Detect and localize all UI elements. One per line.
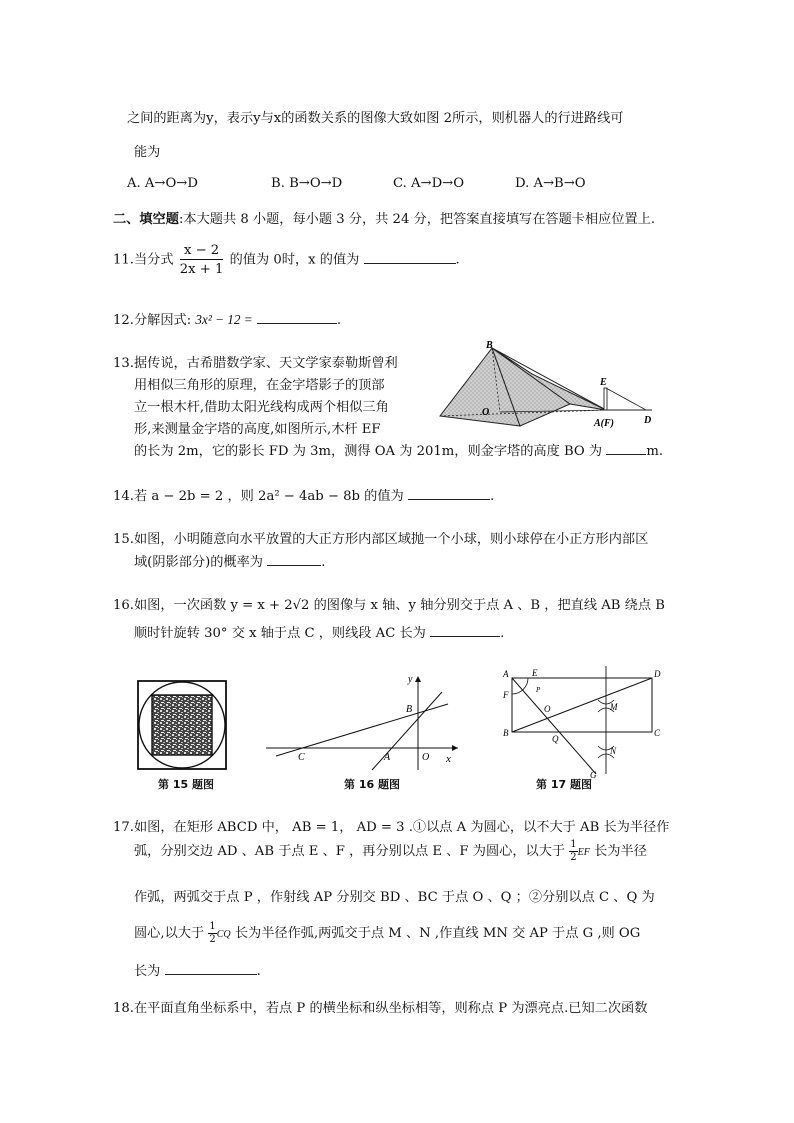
label-E: E — [532, 668, 538, 678]
label-Q: Q — [552, 734, 559, 744]
figure-16 — [262, 672, 462, 772]
x-axis-arrow — [452, 745, 458, 751]
label-D: D — [644, 415, 652, 426]
q13-line5 — [134, 440, 663, 459]
pyramid-figure — [420, 336, 660, 431]
label-O: O — [482, 407, 490, 418]
q17-half-den-2: 2 — [209, 934, 216, 945]
q17-half-den-1: 2 — [570, 852, 577, 863]
q13-line3: 立一根木杆,借助太阳光线构成两个相似三角 — [134, 400, 389, 415]
q14-text: 14.若 a − 2b = 2 ，则 2a² − 4ab − 8b 的值为 — [113, 489, 404, 504]
figure-17 — [500, 662, 668, 780]
label-M: M — [610, 702, 618, 712]
q17-line2a: 弧，分别交边 AD 、AB 于点 E 、F ，再分别以点 E 、F 为圆心，以大于 — [134, 844, 566, 859]
q17-half-fraction-1 — [569, 840, 577, 863]
q17-line5-text: 长为 — [134, 964, 161, 979]
label-E: E — [600, 377, 607, 388]
q16-line1: 16.如图，一次函数 y = x + 2√2 的图像与 x 轴、y 轴分别交于点 A 、B ，把直线 AB 绕点 B — [113, 598, 665, 613]
caption-15: 第 15 题图 — [158, 778, 214, 791]
label-y: y — [408, 674, 413, 685]
section-heading — [113, 208, 655, 227]
q17-line4 — [134, 922, 640, 945]
q14: 14.若 a − 2b = 2 ，则 2a² − 4ab − 8b 的值为 . — [113, 489, 495, 504]
label-F: F — [503, 690, 509, 700]
q12-num: 12. — [113, 313, 134, 328]
label-G: G — [590, 770, 597, 780]
q13-line4: 形,来测量金字塔的高度,如图所示,木杆 EF — [134, 422, 381, 437]
label-P: P — [536, 686, 541, 694]
q17-line4a: 圆心,以大于 — [134, 926, 205, 941]
label-AF: A(F) — [594, 418, 614, 429]
q11-pre: 当分式 — [133, 252, 174, 268]
q17-line5: 长为 . — [134, 964, 261, 979]
q17-half-fraction-2 — [208, 922, 216, 945]
q13-answer-blank[interactable] — [606, 442, 646, 455]
q17-line1: 17.如图，在矩形 ABCD 中， AB = 1， AD = 3 .①以点 A 为圆心，以不大于 AB 长为半径作 — [113, 820, 670, 835]
label-D: D — [654, 669, 661, 679]
q13-line1: 13.据传说，古希腊数学家、天文学家泰勒斯曾利 — [113, 356, 398, 371]
q17-line2 — [134, 840, 647, 863]
q12-answer-blank[interactable] — [257, 311, 337, 324]
q16-line2-text: 顺时针旋转 30° 交 x 轴于点 C ，则线段 AC 长为 — [134, 626, 426, 641]
q13-unit: m. — [646, 444, 664, 459]
label-B: B — [406, 704, 413, 715]
q17-line3: 作弧，两弧交于点 P ，作射线 AP 分别交 BD 、BC 于点 O 、Q ；②分别以点 C 、Q 为 — [134, 890, 655, 905]
label-B: B — [503, 728, 509, 738]
q11-numerator: x − 2 — [180, 244, 224, 260]
q15-line2-text: 域(阴影部分)的概率为 — [134, 555, 263, 570]
q10-line1: 之间的距离为y，表示y与x的函数关系的图像大致如图 2所示，则机器人的行进路线可 — [127, 111, 624, 126]
q11-answer-blank[interactable] — [364, 251, 456, 264]
q10-option-b: B. B→O→D — [271, 176, 343, 191]
q12: 12.分解因式: 3x² − 12 = . — [113, 312, 342, 328]
q17-cq: CQ — [216, 929, 231, 940]
section-title: 二、填空题 — [113, 212, 179, 227]
q18-line1: 18.在平面直角坐标系中，若点 P 的横坐标和纵坐标相等，则称点 P 为漂亮点.已知二次函数 — [113, 1001, 648, 1016]
q17-half-num-1: 1 — [570, 839, 577, 850]
q11-num: 11. — [113, 252, 134, 268]
label-O: O — [422, 752, 430, 763]
pole-ef — [604, 388, 607, 410]
sun-ray-pole — [606, 388, 646, 410]
q14-answer-blank[interactable] — [408, 487, 490, 500]
q13-line2: 用相似三角形的原理，在金字塔影子的顶部 — [134, 378, 385, 393]
caption-16: 第 16 题图 — [344, 778, 400, 791]
q15-line1: 15.如图，小明随意向水平放置的大正方形内部区域抛一个小球，则小球停在小正方形内部区 — [113, 532, 649, 547]
q15-answer-blank[interactable] — [267, 553, 321, 566]
label-C: C — [654, 728, 661, 738]
label-A: A — [384, 752, 391, 763]
label-O: O — [544, 704, 551, 714]
q12-expr: 3x² − 12 = — [195, 312, 253, 327]
q17-half-num-2: 1 — [209, 921, 216, 932]
ray-ap — [512, 678, 596, 774]
caption-17: 第 17 题图 — [536, 778, 592, 791]
figure-15 — [136, 680, 230, 772]
q17-line4b: 长为半径作弧,两弧交于点 M 、N ,作直线 MN 交 AP 于点 G ,则 OG — [234, 926, 641, 941]
q12-pre: 分解因式: — [133, 313, 192, 328]
q10-line2: 能为 — [134, 145, 161, 160]
q17-ef: EF — [577, 847, 590, 858]
q17-answer-blank[interactable] — [165, 962, 257, 975]
section-desc: :本大题共 8 小题，每小题 3 分，共 24 分，把答案直接填写在答题卡相应位置上. — [178, 212, 656, 227]
q10-option-d: D. A→B→O — [515, 176, 586, 191]
label-C: C — [298, 752, 305, 763]
label-A: A — [503, 669, 509, 679]
q11-fraction — [180, 244, 224, 276]
q15-line2: 域(阴影部分)的概率为 . — [134, 555, 326, 570]
q10-option-a: A. A→O→D — [127, 176, 198, 191]
label-N: N — [610, 746, 617, 756]
diagonal-bd — [512, 678, 652, 732]
q10-option-c: C. A→D→O — [393, 176, 465, 191]
q13-line5-text: 的长为 2m，它的影长 FD 为 3m，测得 OA 为 201m，则金字塔的高度 BO 为 — [134, 444, 603, 459]
q11-post: 的值为 0时，x 的值为 — [229, 252, 360, 268]
small-square-shaded — [152, 695, 212, 755]
q11: 11.当分式 $\frac{x - 2}{2x + 1}$ 的值为 0时，x 的值为 . — [113, 243, 460, 278]
label-x: x — [446, 753, 451, 765]
label-B: B — [486, 340, 493, 351]
q16-answer-blank[interactable] — [430, 624, 500, 637]
q16-line2: 顺时针旋转 30° 交 x 轴于点 C ，则线段 AC 长为 . — [134, 626, 505, 641]
y-axis-arrow — [415, 676, 421, 682]
q11-denominator: 2x + 1 — [179, 262, 224, 278]
q17-line2b: 长为半径 — [594, 844, 647, 859]
